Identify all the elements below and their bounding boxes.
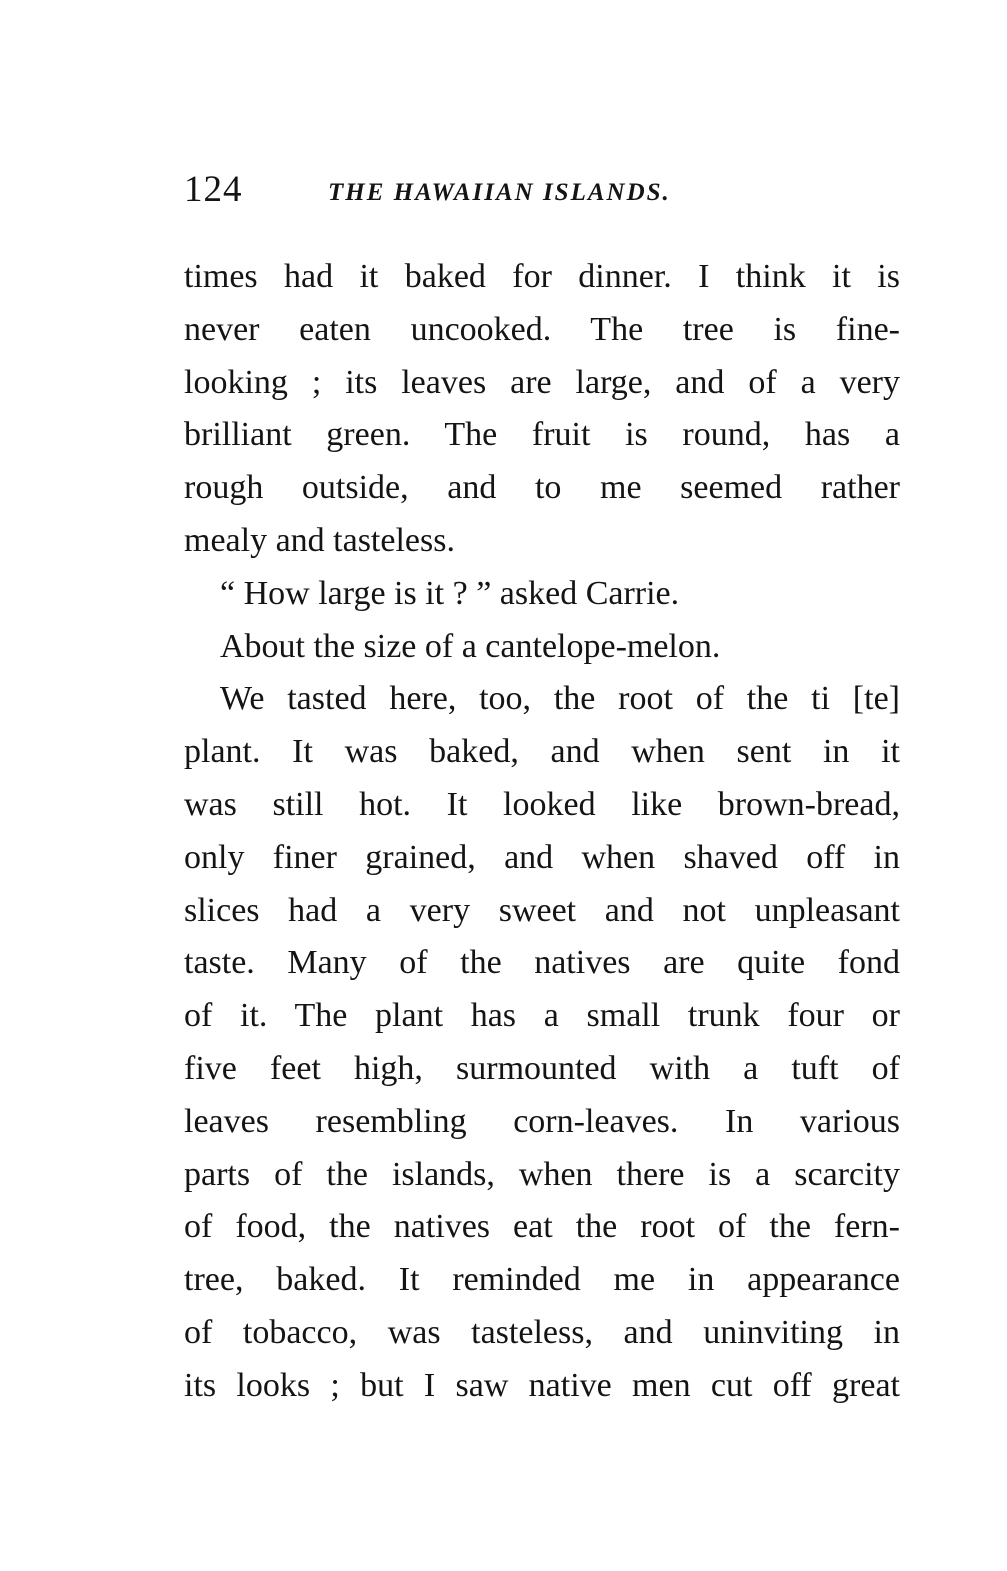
text-line: brilliant green. The fruit is round, has a — [184, 416, 900, 454]
text-line: taste. Many of the natives are quite fond — [184, 944, 900, 982]
text-line: of tobacco, was tasteless, and uninviting in — [184, 1313, 900, 1351]
text-line: About the size of a cantelope-melon. — [220, 627, 721, 665]
text-line: slices had a very sweet and not unpleasant — [184, 891, 900, 929]
text-line: was still hot. It looked like brown-bread, — [184, 785, 900, 823]
text-line: tree, baked. It reminded me in appearance — [184, 1261, 900, 1299]
text-line: rough outside, and to me seemed rather — [184, 469, 900, 507]
running-head — [184, 165, 904, 215]
running-title: THE HAWAIIAN ISLANDS. — [328, 179, 671, 206]
text-line: times had it baked for dinner. I think it is — [184, 258, 900, 295]
text-line: “ How large is it ? ” asked Carrie. — [220, 574, 680, 612]
text-line: looking ; its leaves are large, and of a very — [184, 363, 900, 401]
body-text — [184, 251, 900, 1413]
text-line: only finer grained, and when shaved off in — [184, 838, 900, 876]
text-line: of it. The plant has a small trunk four or — [184, 997, 900, 1035]
text-line: parts of the islands, when there is a scarcity — [184, 1155, 900, 1193]
text-line: of food, the natives eat the root of the fern- — [184, 1208, 900, 1246]
text-line: We tasted here, too, the root of the ti [te] — [220, 680, 900, 718]
text-line: mealy and tasteless. — [184, 521, 455, 559]
text-line: its looks ; but I saw native men cut off great — [184, 1366, 900, 1404]
text-line: leaves resembling corn-leaves. In various — [184, 1102, 900, 1140]
text-line: never eaten uncooked. The tree is fine- — [184, 310, 900, 348]
text-line: plant. It was baked, and when sent in it — [184, 733, 900, 771]
page-number: 124 — [184, 169, 243, 210]
text-line: five feet high, surmounted with a tuft of — [184, 1049, 900, 1087]
